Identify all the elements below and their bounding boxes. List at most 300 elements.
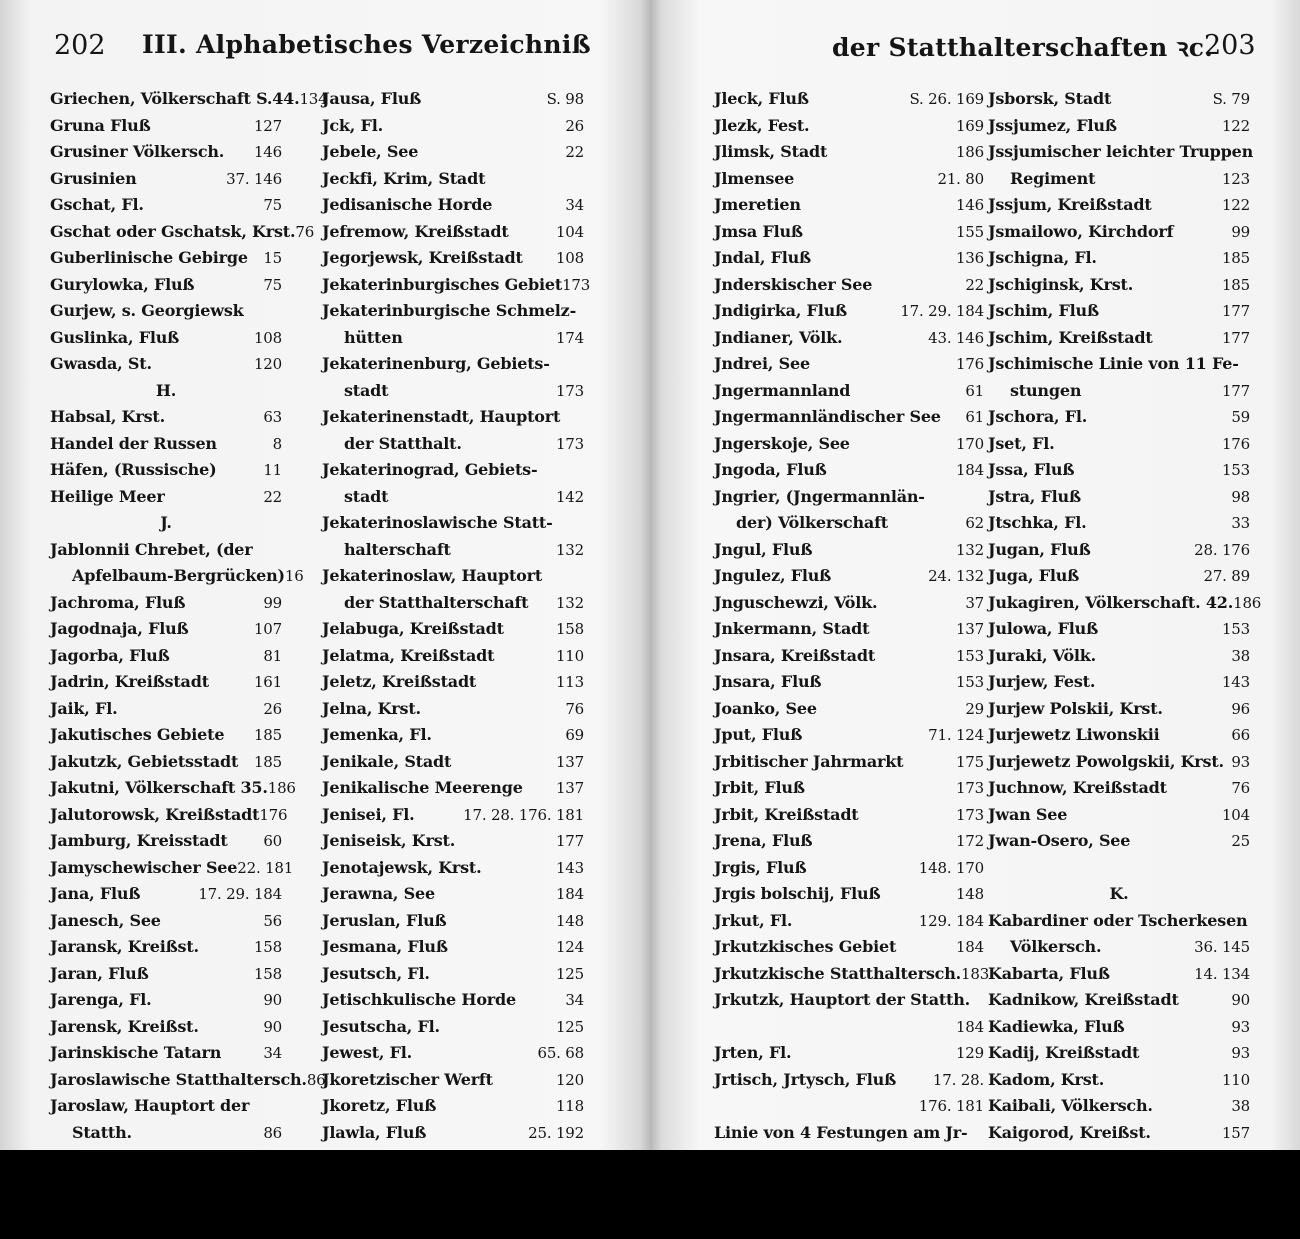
index-entry [988, 775, 1250, 802]
index-entry [988, 1093, 1250, 1120]
index-entry [988, 325, 1250, 352]
index-entry [50, 484, 282, 511]
entry-page-ref: 137 [955, 620, 984, 638]
right-page [652, 0, 1300, 1150]
entry-page-ref: 69 [565, 726, 584, 744]
entry-page-ref: 177 [1221, 302, 1250, 320]
entry-term: stadt [344, 486, 389, 506]
entry-page-ref: 38 [1231, 646, 1250, 665]
entry-term: Kabarta, Fluß [988, 963, 1110, 983]
index-entry [988, 404, 1250, 431]
entry-term: Jngermannland [714, 380, 851, 400]
index-entry [50, 298, 282, 325]
index-entry [714, 722, 984, 749]
index-entry [714, 431, 984, 458]
entry-page-ref: 107 [253, 620, 282, 638]
index-entry [714, 510, 984, 537]
entry-page-ref: 153 [955, 646, 984, 665]
entry-page-ref: 22. 181 [237, 858, 294, 877]
index-entry [322, 457, 584, 484]
index-entry [50, 139, 282, 166]
entry-page-ref: 29 [965, 699, 984, 718]
entry-page-ref: 17. 28. 176. 181 [463, 805, 584, 824]
entry-page-ref: 62 [965, 514, 984, 532]
index-entry [988, 166, 1250, 193]
index-entry [322, 828, 584, 855]
entry-page-ref: 61 [965, 408, 984, 426]
entry-term: Kaibali, Völkersch. [988, 1096, 1153, 1115]
entry-term: Jschim, Kreißstadt [988, 327, 1153, 347]
index-entry [50, 828, 282, 855]
index-entry [50, 855, 294, 882]
entry-term: Grusiner Völkersch. [50, 142, 225, 161]
index-entry [322, 219, 584, 246]
entry-term: Kadij, Kreißstadt [988, 1043, 1140, 1062]
index-entry [988, 431, 1250, 458]
index-entry [988, 351, 1250, 378]
index-column-right-1 [714, 86, 990, 1173]
entry-page-ref: 186 [955, 143, 984, 161]
entry-page-ref: 132 [555, 593, 584, 612]
entry-term: Jesutsch, Fl. [322, 963, 430, 983]
index-entry [714, 1014, 984, 1041]
index-entry [322, 325, 584, 352]
entry-page-ref: 153 [1221, 461, 1250, 479]
entry-term: Jamyschewischer See [50, 857, 238, 877]
index-entry [322, 431, 584, 458]
entry-page-ref: 185 [1221, 275, 1250, 294]
entry-term: Linie von 4 Festungen am Jr- [714, 1122, 968, 1142]
index-entry [50, 1040, 282, 1067]
entry-term: Jaroslaw, Hauptort der [50, 1096, 250, 1115]
index-entry [322, 669, 584, 696]
entry-page-ref: 158 [253, 938, 282, 956]
entry-term: Juga, Fluß [988, 566, 1080, 585]
entry-page-ref: 22 [965, 275, 984, 294]
entry-term: Jrten, Fl. [714, 1043, 792, 1062]
entry-page-ref: 172 [955, 832, 984, 850]
entry-term: Jndigirka, Fluß [714, 301, 847, 320]
entry-term: Jrgis bolschij, Fluß [714, 884, 881, 903]
index-entry [714, 563, 984, 590]
entry-page-ref: 33 [1231, 514, 1250, 532]
entry-term: Jadrin, Kreißstadt [50, 672, 209, 691]
entry-term: Jrkutzk, Hauptort der Statth. [714, 990, 971, 1009]
entry-term: Jekaterinenstadt, Hauptort [322, 407, 561, 426]
index-entry [50, 1120, 282, 1147]
index-entry [50, 775, 296, 802]
entry-page-ref: 24. 132 [928, 567, 984, 585]
entry-term: der) Völkerschaft [736, 513, 888, 532]
index-entry [322, 881, 584, 908]
entry-page-ref: 113 [555, 673, 584, 691]
index-entry [50, 934, 282, 961]
entry-page-ref: 124 [555, 938, 584, 956]
index-column-left-2 [322, 86, 591, 1173]
entry-term: Gschat, Fl. [50, 195, 144, 214]
entry-page-ref: 25 [1231, 832, 1250, 850]
entry-term: Jekaterinoslaw, Hauptort [322, 566, 543, 585]
index-entry [988, 563, 1250, 590]
index-entry [714, 1093, 984, 1120]
index-entry [50, 696, 282, 723]
entry-page-ref: 38 [1231, 1097, 1250, 1115]
index-entry [322, 86, 584, 113]
index-entry [988, 192, 1250, 219]
entry-term: Jsborsk, Stadt [988, 89, 1112, 108]
index-entry [714, 113, 984, 140]
index-entry [322, 378, 584, 405]
entry-page-ref: 108 [555, 249, 584, 267]
footer-band [0, 1150, 1300, 1239]
entry-page-ref: 185 [253, 726, 282, 744]
entry-term: Jsmailowo, Kirchdorf [988, 221, 1174, 241]
index-entry [322, 961, 584, 988]
entry-page-ref: 122 [1221, 196, 1250, 214]
entry-page-ref: 148 [955, 885, 984, 903]
entry-term: Jschim, Fluß [988, 301, 1099, 320]
entry-page-ref: 142 [555, 487, 584, 506]
entry-term: Völkersch. [1010, 937, 1102, 956]
entry-page-ref: 21. 80 [937, 169, 984, 188]
index-entry [988, 722, 1250, 749]
entry-term: Jwan See [988, 804, 1068, 824]
entry-term: Jnkermann, Stadt [714, 619, 870, 638]
entry-page-ref: 158 [253, 964, 282, 983]
index-entry [988, 908, 1250, 935]
entry-term: K. [1109, 884, 1129, 903]
entry-page-ref: 34 [565, 196, 584, 214]
entry-term: Jewest, Fl. [322, 1043, 413, 1062]
entry-term: Jngermannländischer See [714, 407, 941, 426]
page-number-right: 203 [1204, 30, 1256, 61]
entry-term: Jagodnaja, Fluß [50, 619, 189, 638]
entry-term: Jenotajewsk, Krst. [322, 857, 482, 877]
index-entry [50, 351, 282, 378]
entry-page-ref: 148. 170 [918, 858, 984, 877]
entry-page-ref: 86 [263, 1123, 282, 1142]
entry-page-ref: 173 [955, 805, 984, 824]
entry-page-ref: 173 [555, 434, 584, 453]
entry-page-ref: 90 [263, 1017, 282, 1036]
index-entry [714, 272, 984, 299]
index-entry [50, 1093, 282, 1120]
entry-term: Gruna Fluß [50, 115, 151, 135]
entry-term: Jesmana, Fluß [322, 937, 448, 956]
entry-page-ref: 104 [1221, 805, 1250, 824]
entry-term: Jset, Fl. [988, 433, 1055, 453]
entry-page-ref: 177 [1221, 328, 1250, 347]
entry-term: Jndianer, Völk. [714, 327, 843, 347]
entry-page-ref: 143 [555, 858, 584, 877]
entry-page-ref: 176 [1221, 434, 1250, 453]
entry-page-ref: 66 [1231, 726, 1250, 744]
index-entry [714, 1040, 984, 1067]
entry-term: Jnsara, Kreißstadt [714, 645, 876, 665]
entry-term: Kadnikow, Kreißstadt [988, 990, 1179, 1009]
entry-page-ref: 125 [555, 964, 584, 983]
entry-term: Janesch, See [50, 910, 161, 930]
entry-page-ref: 183 [961, 964, 990, 983]
entry-page-ref: 81 [263, 646, 282, 665]
entry-page-ref: 177 [555, 832, 584, 850]
entry-term: Jeletz, Kreißstadt [322, 672, 477, 691]
entry-page-ref: 75 [263, 275, 282, 294]
index-entry [988, 378, 1250, 405]
index-entry [988, 298, 1250, 325]
index-entry [322, 590, 584, 617]
index-entry [988, 855, 1250, 882]
entry-page-ref: 11 [263, 461, 282, 479]
entry-term: Jurjew Polskii, Krst. [988, 698, 1163, 718]
entry-page-ref: 173 [562, 275, 591, 294]
index-entry [322, 245, 584, 272]
entry-term: Jelatma, Kreißstadt [322, 645, 495, 665]
index-entry [322, 1067, 584, 1094]
entry-term: Habsal, Krst. [50, 407, 165, 426]
entry-page-ref: 26 [565, 116, 584, 135]
entry-term: Jakutisches Gebiete [50, 725, 225, 744]
index-entry [50, 86, 328, 113]
index-entry [988, 802, 1250, 829]
entry-page-ref: 176 [259, 805, 288, 824]
entry-term: Apfelbaum-Bergrücken) [72, 566, 285, 585]
entry-page-ref: 169 [955, 116, 984, 135]
entry-term: Kadom, Krst. [988, 1069, 1105, 1089]
entry-term: Jekaterinenburg, Gebiets- [322, 354, 550, 373]
index-entry [714, 749, 984, 776]
entry-term: Jnguschewzi, Völk. [714, 592, 878, 612]
entry-page-ref: 27. 89 [1203, 567, 1250, 585]
entry-term: stungen [1010, 380, 1082, 400]
entry-term: Jenikale, Stadt [322, 751, 452, 771]
index-entry [322, 775, 584, 802]
entry-page-ref: 96 [1231, 699, 1250, 718]
index-column-right-2 [988, 86, 1262, 1199]
index-entry [322, 1014, 584, 1041]
index-entry [714, 934, 984, 961]
index-entry [50, 563, 304, 590]
entry-page-ref: 93 [1231, 752, 1250, 771]
entry-page-ref: 26 [263, 699, 282, 718]
entry-page-ref: 110 [555, 646, 584, 665]
entry-term: Jarenga, Fl. [50, 990, 152, 1009]
entry-term: Jlimsk, Stadt [714, 142, 828, 161]
entry-term: Statth. [72, 1122, 132, 1142]
entry-term: Jkoretzischer Werft [322, 1069, 493, 1089]
entry-page-ref: 86 [306, 1070, 326, 1089]
index-entry [988, 590, 1262, 617]
entry-term: Jaran, Fluß [50, 963, 149, 983]
index-entry [714, 86, 984, 113]
entry-term: Jurjew, Fest. [988, 672, 1096, 691]
entry-term: Jachroma, Fluß [50, 592, 186, 612]
entry-page-ref: 110 [1221, 1070, 1250, 1089]
entry-term: Jefremow, Kreißstadt [322, 221, 509, 241]
entry-page-ref: 71. 124 [928, 726, 984, 744]
entry-term: Jstra, Fluß [988, 486, 1081, 506]
page-number-left: 202 [54, 30, 106, 61]
entry-page-ref: 132 [555, 540, 584, 559]
entry-page-ref: 8 [272, 434, 282, 453]
entry-term: Jakutni, Völkerschaft 35. [50, 778, 268, 797]
entry-term: Jtschka, Fl. [988, 513, 1087, 532]
index-entry [50, 669, 282, 696]
index-entry [50, 722, 282, 749]
index-entry [322, 802, 584, 829]
entry-page-ref: 185 [1221, 249, 1250, 267]
entry-page-ref: 22 [263, 487, 282, 506]
entry-term: Jenikalische Meerenge [322, 778, 523, 797]
entry-page-ref: 104 [555, 222, 584, 241]
entry-term: Jablonnii Chrebet, (der [50, 539, 253, 559]
index-entry [714, 166, 984, 193]
entry-page-ref: 173 [955, 779, 984, 797]
entry-term: Jrbit, Kreißstadt [714, 804, 859, 824]
entry-page-ref: 34 [565, 991, 584, 1009]
index-entry [50, 245, 282, 272]
index-entry [50, 908, 282, 935]
entry-page-ref: 175 [955, 752, 984, 771]
index-entry [322, 722, 584, 749]
entry-term: Jschora, Fl. [988, 407, 1088, 426]
entry-page-ref: 186 [267, 779, 296, 797]
index-column-left-1 [50, 86, 328, 1146]
entry-page-ref: 137 [555, 779, 584, 797]
entry-term: Jarensk, Kreißst. [50, 1016, 199, 1036]
entry-page-ref: 75 [263, 196, 282, 214]
entry-page-ref: 184 [955, 461, 984, 479]
entry-page-ref: 158 [555, 620, 584, 638]
entry-page-ref: 17. 28. [932, 1070, 984, 1089]
entry-page-ref: 120 [253, 355, 282, 373]
entry-term: Jenisei, Fl. [322, 804, 415, 824]
entry-page-ref: 184 [955, 938, 984, 956]
index-entry [988, 696, 1250, 723]
index-entry [322, 749, 584, 776]
entry-term: Jelabuga, Kreißstadt [322, 619, 504, 638]
entry-term: Heilige Meer [50, 486, 165, 506]
index-entry [714, 1067, 984, 1094]
entry-page-ref: 76 [1231, 779, 1250, 797]
entry-term: Jngul, Fluß [714, 539, 813, 559]
index-entry [714, 775, 984, 802]
index-entry [50, 457, 282, 484]
index-entry [50, 616, 282, 643]
index-entry [988, 219, 1250, 246]
entry-term: Jekaterinburgische Schmelz- [322, 301, 577, 320]
entry-page-ref: 177 [1221, 381, 1250, 400]
entry-term: Jeckfi, Krim, Stadt [322, 168, 486, 188]
entry-page-ref: 129 [955, 1044, 984, 1062]
index-entry [50, 431, 282, 458]
entry-term: Jngerskoje, See [714, 433, 850, 453]
index-entry [322, 113, 584, 140]
entry-term: halterschaft [344, 539, 451, 559]
entry-page-ref: 185 [253, 752, 282, 771]
entry-page-ref: 17. 29. 184 [900, 302, 984, 320]
entry-term: Jrkut, Fl. [714, 910, 793, 930]
entry-page-ref: 43. 146 [928, 328, 984, 347]
entry-term: Jrtisch, Jrtysch, Fluß [714, 1069, 897, 1089]
index-entry [50, 325, 282, 352]
entry-term: Jnderskischer See [714, 274, 873, 294]
index-entry [714, 245, 984, 272]
entry-page-ref: 176. 181 [918, 1097, 984, 1115]
entry-term: Jlawla, Fluß [322, 1122, 427, 1142]
index-entry [988, 987, 1250, 1014]
entry-term: Jssjumez, Fluß [988, 115, 1117, 135]
index-entry [322, 696, 584, 723]
entry-page-ref: S. 98 [546, 90, 584, 108]
index-entry [50, 1067, 326, 1094]
entry-page-ref: 143 [1221, 673, 1250, 691]
entry-page-ref: 146 [253, 143, 282, 161]
index-entry [714, 828, 984, 855]
entry-term: Jukagiren, Völkerschaft. 42. [988, 592, 1234, 612]
entry-term: Jlezk, Fest. [714, 115, 810, 135]
entry-term: Jssjum, Kreißstadt [988, 195, 1152, 214]
entry-page-ref: 90 [263, 991, 282, 1009]
entry-page-ref: 137 [555, 752, 584, 771]
entry-term: Jalutorowsk, Kreißstadt [50, 804, 260, 824]
entry-term: Jrena, Fluß [714, 831, 813, 850]
entry-page-ref: S. 26. 169 [909, 90, 984, 108]
index-entry [322, 1040, 584, 1067]
entry-term: stadt [344, 380, 389, 400]
index-entry [322, 1093, 584, 1120]
index-entry [714, 404, 984, 431]
index-entry [50, 404, 282, 431]
entry-term: Jeruslan, Fluß [322, 910, 447, 930]
entry-page-ref: 16 [284, 567, 304, 585]
entry-term: Jck, Fl. [322, 115, 383, 135]
entry-page-ref: 153 [955, 673, 984, 691]
entry-term: Jschiginsk, Krst. [988, 274, 1134, 294]
index-entry [322, 192, 584, 219]
index-entry [50, 987, 282, 1014]
entry-term: Jwan-Osero, See [988, 831, 1131, 850]
entry-term: Jndal, Fluß [714, 248, 812, 267]
entry-term: Jssa, Fluß [988, 460, 1075, 479]
entry-term: Jmeretien [714, 195, 801, 214]
entry-term: Jurjewetz Powolgskii, Krst. [988, 751, 1224, 771]
index-entry [50, 192, 282, 219]
index-entry [50, 643, 282, 670]
entry-page-ref: 15 [263, 249, 282, 267]
entry-term: Jngrier, (Jngermannlän- [714, 486, 925, 506]
entry-term: Jurjewetz Liwonskii [988, 725, 1160, 744]
entry-term: Jugan, Fluß [988, 539, 1091, 559]
entry-term: Jngoda, Fluß [714, 460, 827, 479]
entry-page-ref: 93 [1231, 1044, 1250, 1062]
index-entry [988, 961, 1250, 988]
entry-term: Jschimische Linie von 11 Fe- [988, 354, 1239, 373]
index-entry [988, 749, 1250, 776]
index-entry [988, 643, 1250, 670]
entry-term: Jeniseisk, Krst. [322, 831, 456, 850]
index-entry [714, 987, 984, 1014]
entry-term: Jngulez, Fluß [714, 566, 832, 585]
index-entry [50, 272, 282, 299]
index-entry [50, 961, 282, 988]
entry-page-ref: 61 [965, 381, 984, 400]
entry-term: Jagorba, Fluß [50, 645, 170, 665]
entry-term: Jrgis, Fluß [714, 857, 807, 877]
index-entry [50, 113, 282, 140]
entry-term: der Statthalt. [344, 433, 462, 453]
entry-page-ref: 99 [1231, 222, 1250, 241]
